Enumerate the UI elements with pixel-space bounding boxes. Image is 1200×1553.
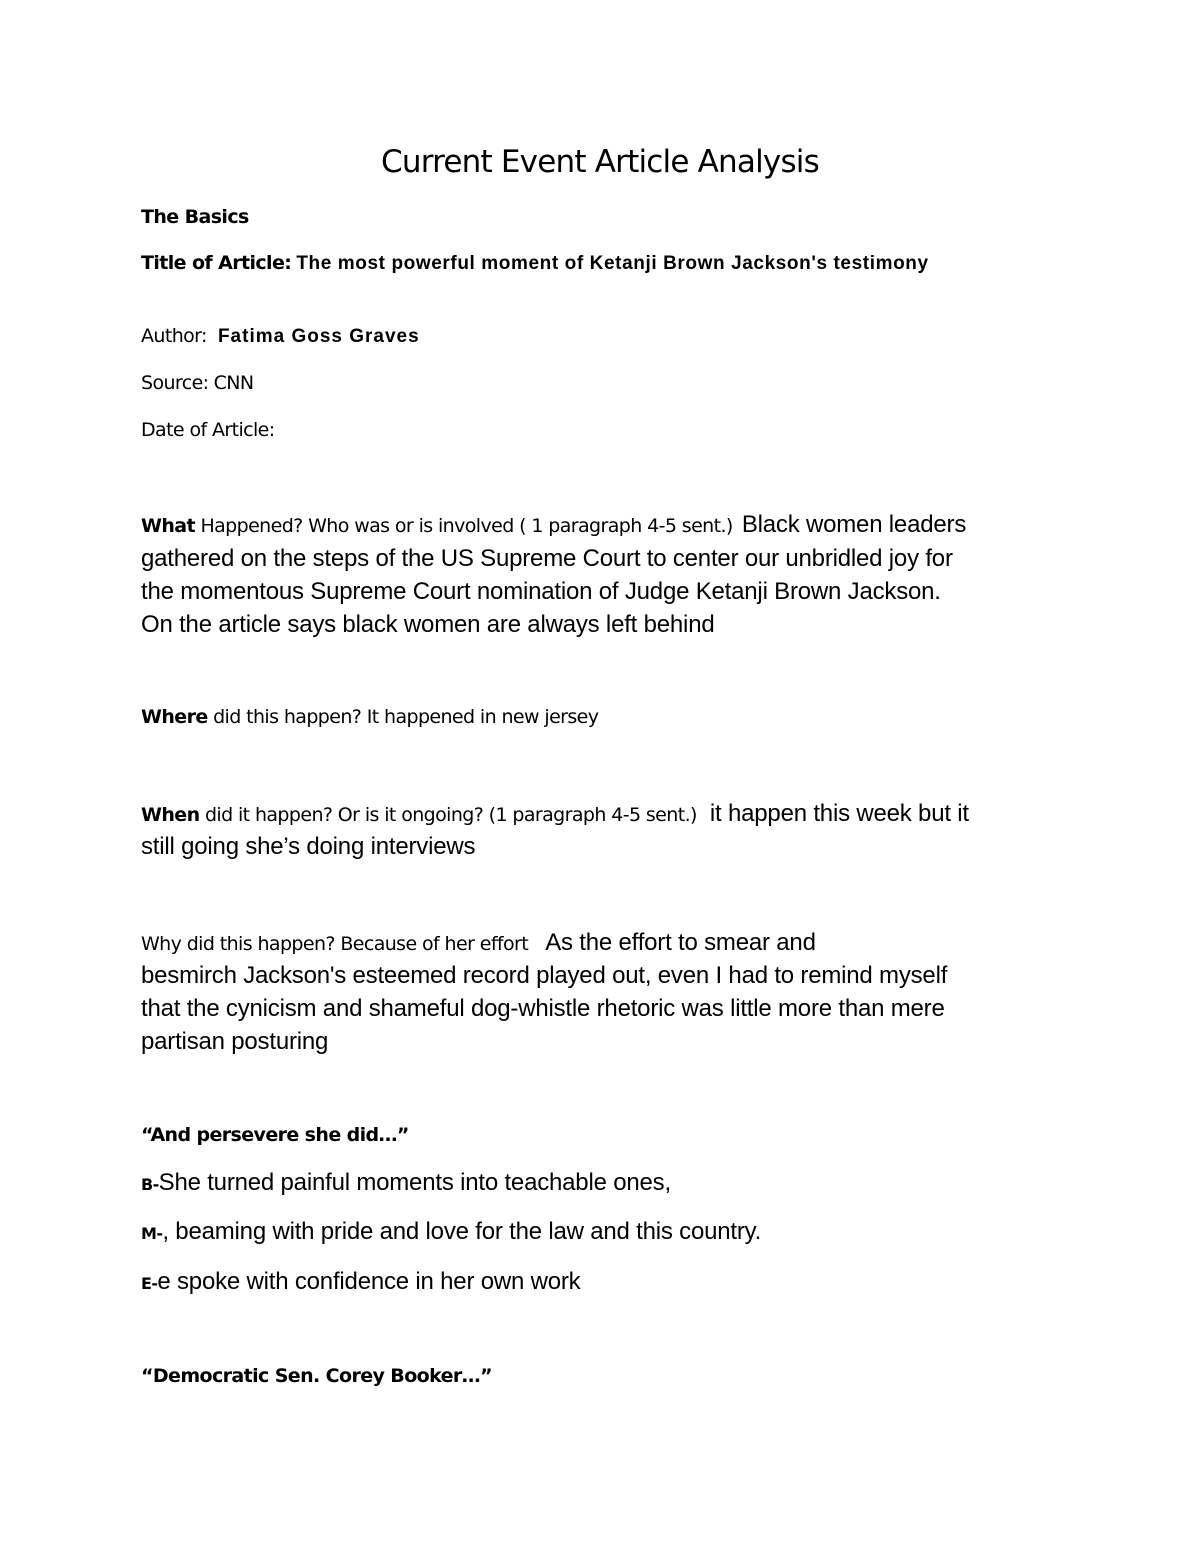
- what-answer-line-3: the momentous Supreme Court nomination of Judge Ketanji Brown Jackson.: [141, 578, 941, 605]
- author-value: Fatima Goss Graves: [217, 326, 420, 347]
- m-label: M-: [141, 1224, 163, 1243]
- why-answer-line-4: partisan posturing: [141, 1028, 329, 1055]
- b-text: She turned painful moments into teachable ones,: [158, 1169, 671, 1196]
- why-question-row: [141, 929, 816, 957]
- middle-row: [141, 1218, 761, 1246]
- when-answer-line-2: still going she’s doing interviews: [141, 833, 476, 860]
- document-title: Current Event Article Analysis: [381, 144, 819, 180]
- author-row: [141, 325, 420, 348]
- when-question: did it happen? Or is it ongoing? (1 paragraph 4-5 sent.): [199, 804, 697, 826]
- what-answer-line-1: Black women leaders: [741, 511, 967, 538]
- why-answer-line-2: besmirch Jackson's esteemed record played out, even I had to remind myself: [141, 962, 948, 989]
- article-title-label: Title of Article:: [141, 252, 292, 274]
- source-row: [141, 372, 253, 394]
- when-label: When: [141, 804, 200, 826]
- when-question-row: [141, 800, 969, 828]
- source-label: Source:: [141, 372, 209, 394]
- article-title-row: [141, 252, 929, 275]
- author-label: Author:: [141, 325, 207, 347]
- end-row: [141, 1268, 580, 1296]
- where-answer: It happened in new jersey: [361, 706, 599, 728]
- section-heading-basics: The Basics: [141, 206, 249, 228]
- what-question-row: [141, 511, 966, 539]
- what-label: What: [141, 515, 195, 537]
- b-label: B-: [141, 1175, 159, 1194]
- date-label: Date of Article:: [141, 419, 275, 441]
- what-answer-line-4: On the article says black women are always left behind: [141, 611, 715, 638]
- source-value: CNN: [213, 372, 254, 394]
- why-question: Why did this happen? Because of her effort: [141, 933, 529, 955]
- e-label: E-: [141, 1274, 158, 1293]
- what-question: Happened? Who was or is involved ( 1 paragraph 4-5 sent.): [195, 515, 733, 537]
- what-answer-line-2: gathered on the steps of the US Supreme Court to center our unbridled joy for: [141, 545, 953, 572]
- where-row: [141, 706, 598, 728]
- why-answer-line-1: As the effort to smear and: [545, 929, 816, 956]
- quote-heading-persevere: “And persevere she did…”: [141, 1124, 409, 1146]
- where-label: Where: [141, 706, 208, 728]
- where-question: did this happen?: [207, 706, 362, 728]
- quote-heading-booker: “Democratic Sen. Corey Booker…”: [141, 1365, 492, 1387]
- m-text: , beaming with pride and love for the law and this country.: [162, 1218, 762, 1245]
- beginning-row: [141, 1169, 671, 1197]
- e-text: e spoke with confidence in her own work: [157, 1268, 581, 1295]
- why-answer-line-3: that the cynicism and shameful dog-whistle rhetoric was little more than mere: [141, 995, 945, 1022]
- when-answer-line-1: it happen this week but it: [709, 800, 969, 827]
- article-title-value: The most powerful moment of Ketanji Brown Jackson's testimony: [296, 253, 929, 274]
